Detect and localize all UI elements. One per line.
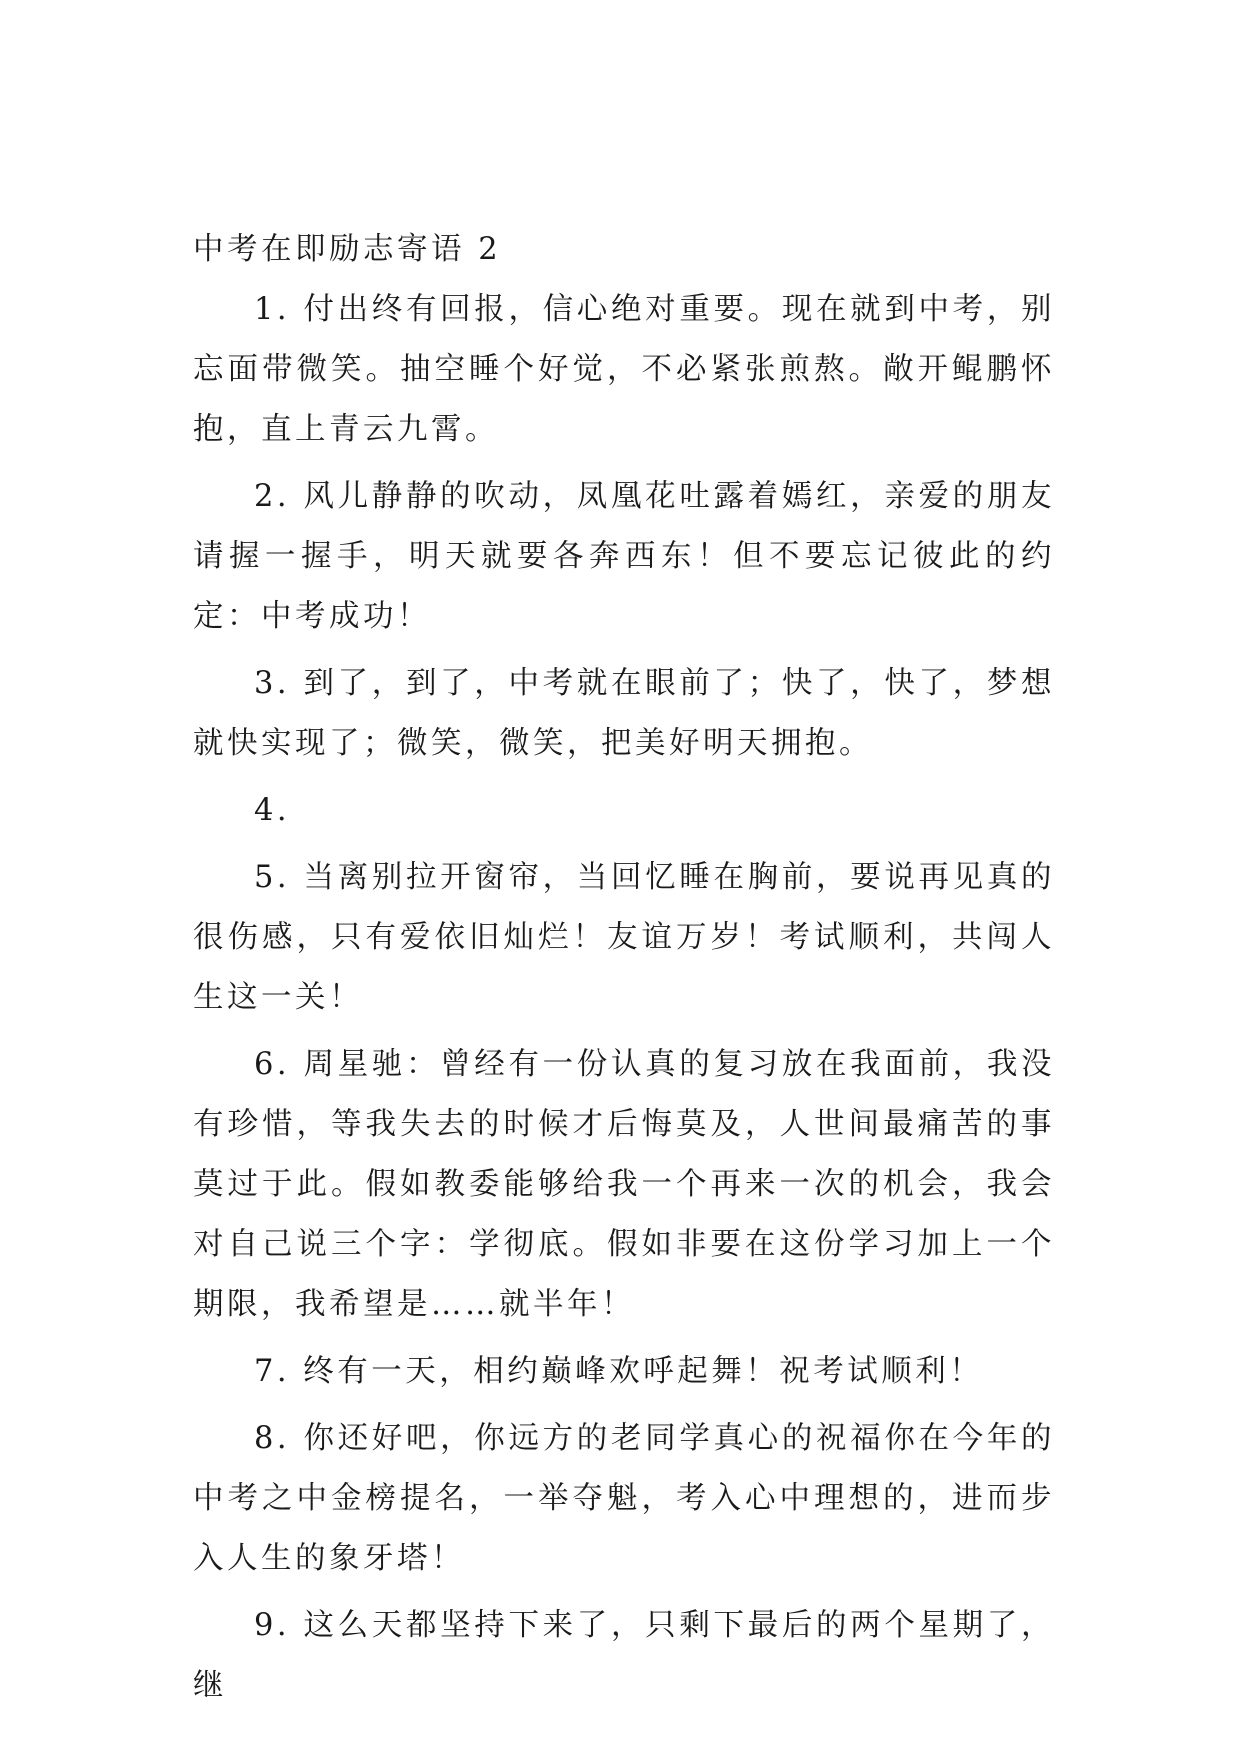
document-body [193, 220, 1055, 1723]
paragraph-5: 5. 当离别拉开窗帘，当回忆睡在胸前，要说再见真的很伤感，只有爱依旧灿烂！友谊万岁！考试顺利，共闯人生这一关！ [193, 860, 1055, 1015]
paragraph-8: 8. 你还好吧，你远方的老同学真心的祝福你在今年的中考之中金榜提名，一举夺魁，考入心中理想的，进而步入人生的象牙塔！ [193, 1421, 1055, 1576]
paragraph-6: 6. 周星驰：曾经有一份认真的复习放在我面前，我没有珍惜，等我失去的时候才后悔莫及，人世间最痛苦的事莫过于此。假如教委能够给我一个再来一次的机会，我会对自己说三个字：学彻底。假如非要在这份学习加上一个期限，我希望是……就半年！ [193, 1047, 1055, 1322]
paragraph-9: 9. 这么天都坚持下来了，只剩下最后的两个星期了，继 [193, 1608, 1055, 1703]
document-title: 中考在即励志寄语 2 [193, 232, 502, 267]
paragraph-7: 7. 终有一天，相约巅峰欢呼起舞！祝考试顺利！ [254, 1354, 984, 1389]
paragraph-3: 3. 到了，到了，中考就在眼前了；快了，快了，梦想就快实现了；微笑，微笑，把美好明天拥抱。 [193, 666, 1055, 761]
paragraph-2: 2. 风儿静静的吹动，凤凰花吐露着嫣红，亲爱的朋友请握一握手，明天就要各奔西东！但不要忘记彼此的约定：中考成功！ [193, 479, 1055, 634]
paragraph-4: 4. [254, 793, 291, 828]
paragraph-1: 1. 付出终有回报，信心绝对重要。现在就到中考，别忘面带微笑。抽空睡个好觉，不必紧张煎熬。敞开鲲鹏怀抱，直上青云九霄。 [193, 292, 1055, 447]
